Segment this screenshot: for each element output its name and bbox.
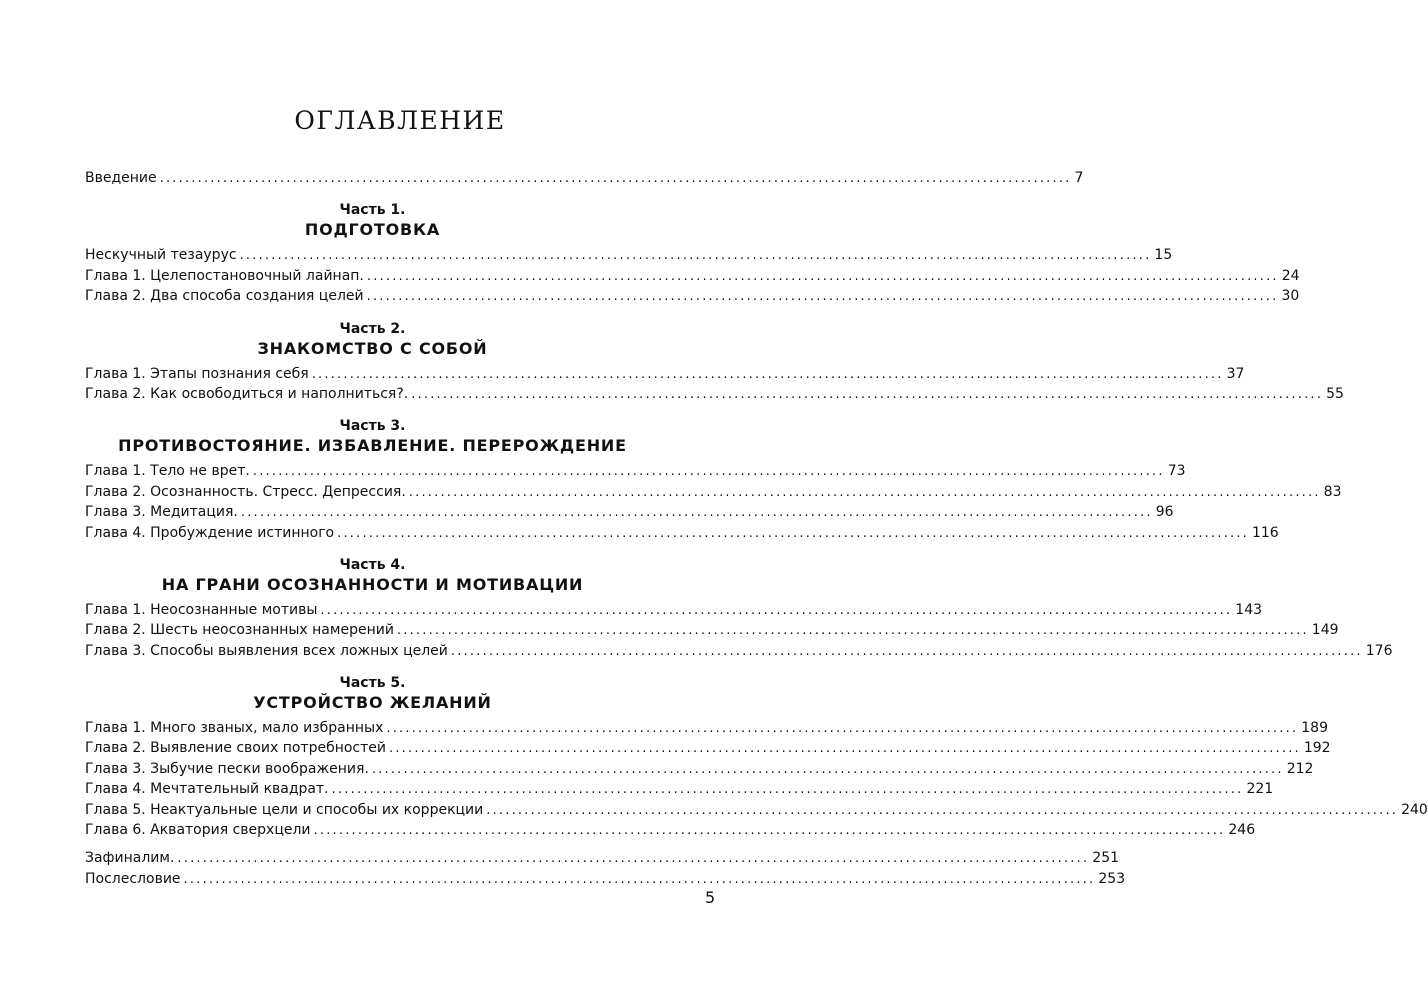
part-heading-2 (85, 320, 660, 360)
toc-entry[interactable] (85, 820, 1256, 840)
dot-leader: ................................................................................................................................................ (408, 484, 1321, 500)
toc-entry-title: Глава 2. Как освободиться и наполниться?. (85, 385, 409, 402)
dot-leader: ................................................................................................................................................ (386, 721, 1299, 737)
toc-entry-page: 83 (1323, 483, 1342, 500)
toc-entry-afterword[interactable] (85, 848, 1120, 868)
part-heading-1 (85, 201, 660, 241)
toc-entry[interactable] (85, 800, 1428, 820)
dot-leader: ................................................................................................................................................ (331, 782, 1244, 798)
part-title: ПОДГОТОВКА (304, 220, 441, 240)
dot-leader: ................................................................................................................................................ (313, 823, 1226, 839)
toc-entry-page: 73 (1167, 463, 1186, 480)
part-heading-5 (85, 674, 660, 714)
part-title: НА ГРАНИ ОСОЗНАННОСТИ И МОТИВАЦИИ (161, 574, 584, 594)
toc-entry-title: Глава 3. Способы выявления всех ложных целей (85, 642, 448, 659)
toc-entry[interactable] (85, 266, 1300, 286)
page-title: ОГЛАВЛЕНИЕ (294, 106, 506, 135)
dot-leader: ................................................................................................................................................ (159, 171, 1072, 186)
part-label: Часть 4. (339, 556, 406, 573)
part-label: Часть 2. (339, 320, 406, 337)
toc-entry-title: Глава 6. Акватория сверхцели (85, 822, 311, 839)
toc-entry-title: Глава 4. Пробуждение истинного (85, 524, 335, 541)
toc-entry-page: 221 (1246, 781, 1274, 798)
toc-entry[interactable] (85, 779, 1274, 799)
toc-entry[interactable] (85, 738, 1331, 758)
table-of-contents (85, 168, 1428, 889)
toc-entry-page: 24 (1281, 267, 1300, 284)
toc-entry-title: Глава 3. Медитация. (85, 504, 238, 521)
part-label: Часть 1. (339, 202, 406, 219)
toc-entry-title: Глава 4. Мечтательный квадрат. (85, 781, 329, 798)
toc-entry-title: Глава 2. Выявление своих потребностей (85, 740, 386, 757)
dot-leader: ................................................................................................................................................ (239, 248, 1152, 264)
dot-leader: ................................................................................................................................................ (371, 761, 1284, 777)
toc-entry-intro[interactable] (85, 168, 1084, 188)
toc-entry-title: Послесловие (85, 870, 181, 887)
toc-entry-page: 246 (1228, 822, 1256, 839)
dot-leader: ................................................................................................................................................ (320, 602, 1233, 618)
part-heading-3 (85, 417, 660, 457)
dot-leader: ................................................................................................................................................ (252, 464, 1165, 480)
toc-entry-page: 15 (1154, 247, 1173, 264)
toc-entry[interactable] (85, 600, 1263, 620)
toc-entry[interactable] (85, 461, 1186, 481)
toc-entry-page: 189 (1301, 720, 1328, 737)
toc-entry-title: Нескучный тезаурус (85, 247, 237, 264)
toc-entry-page: 143 (1235, 601, 1263, 618)
dot-leader: ................................................................................................................................................ (366, 268, 1279, 284)
toc-entry[interactable] (85, 759, 1314, 779)
toc-entry-page: 55 (1326, 385, 1344, 402)
part-title: УСТРОЙСТВО ЖЕЛАНИЙ (253, 693, 492, 713)
toc-entry-page: 176 (1365, 642, 1393, 659)
toc-entry[interactable] (85, 502, 1174, 522)
toc-entry-page: 192 (1303, 740, 1331, 757)
dot-leader: ................................................................................................................................................ (311, 366, 1224, 382)
toc-entry-title: Глава 2. Осознанность. Стресс. Депрессия. (85, 483, 406, 500)
toc-entry[interactable] (85, 523, 1279, 543)
toc-entry[interactable] (85, 364, 1245, 384)
toc-entry-title: Глава 1. Целепостановочный лайнап. (85, 267, 364, 284)
page-number: 5 (705, 888, 716, 907)
dot-leader: ................................................................................................................................................ (450, 643, 1363, 659)
toc-entry[interactable] (85, 718, 1328, 738)
dot-leader: ................................................................................................................................................ (486, 802, 1399, 818)
toc-entry-title: Глава 1. Тело не врет. (85, 463, 250, 480)
part-title: ПРОТИВОСТОЯНИЕ. ИЗБАВЛЕНИЕ. ПЕРЕРОЖДЕНИЕ (118, 436, 627, 456)
toc-entry[interactable] (85, 384, 1344, 404)
toc-entry-epilogue[interactable] (85, 869, 1126, 889)
toc-entry-page: 149 (1311, 622, 1339, 639)
toc-entry-title: Глава 2. Два способа создания целей (85, 288, 364, 305)
toc-entry[interactable] (85, 641, 1393, 661)
toc-entry-title: Глава 1. Много званых, мало избранных (85, 720, 384, 737)
dot-leader: ................................................................................................................................................ (177, 851, 1090, 867)
toc-entry-title: Введение (85, 170, 157, 186)
toc-entry-page: 212 (1286, 760, 1314, 777)
toc-entry[interactable] (85, 245, 1173, 265)
dot-leader: ................................................................................................................................................ (389, 741, 1301, 757)
toc-entry-page: 240 (1401, 801, 1428, 818)
toc-entry[interactable] (85, 620, 1339, 640)
spacer (85, 840, 660, 848)
toc-entry-title: Зафиналим. (85, 850, 175, 867)
part-label: Часть 3. (339, 418, 406, 435)
toc-entry-page: 253 (1098, 870, 1126, 887)
dot-leader: ................................................................................................................................................ (240, 505, 1153, 521)
toc-entry-title: Глава 3. Зыбучие пески воображения. (85, 760, 369, 777)
toc-entry-page: 7 (1074, 170, 1084, 186)
toc-entry-title: Глава 1. Этапы познания себя (85, 365, 309, 382)
toc-entry[interactable] (85, 286, 1300, 306)
toc-entry[interactable] (85, 482, 1342, 502)
part-label: Часть 5. (339, 675, 406, 692)
toc-entry-title: Глава 2. Шесть неосознанных намерений (85, 622, 394, 639)
dot-leader: ................................................................................................................................................ (366, 289, 1279, 305)
dot-leader: ................................................................................................................................................ (337, 525, 1249, 541)
toc-entry-page: 116 (1251, 524, 1279, 541)
part-title: ЗНАКОМСТВО С СОБОЙ (257, 338, 488, 358)
toc-entry-title: Глава 5. Неактуальные цели и способы их коррекции (85, 801, 484, 818)
toc-entry-page: 251 (1092, 850, 1120, 867)
part-heading-4 (85, 556, 660, 596)
dot-leader: ................................................................................................................................................ (411, 386, 1324, 402)
toc-entry-page: 37 (1226, 365, 1245, 382)
toc-entry-page: 96 (1155, 504, 1174, 521)
toc-entry-page: 30 (1281, 288, 1300, 305)
dot-leader: ................................................................................................................................................ (183, 871, 1096, 887)
toc-entry-title: Глава 1. Неосознанные мотивы (85, 601, 318, 618)
dot-leader: ................................................................................................................................................ (396, 623, 1309, 639)
